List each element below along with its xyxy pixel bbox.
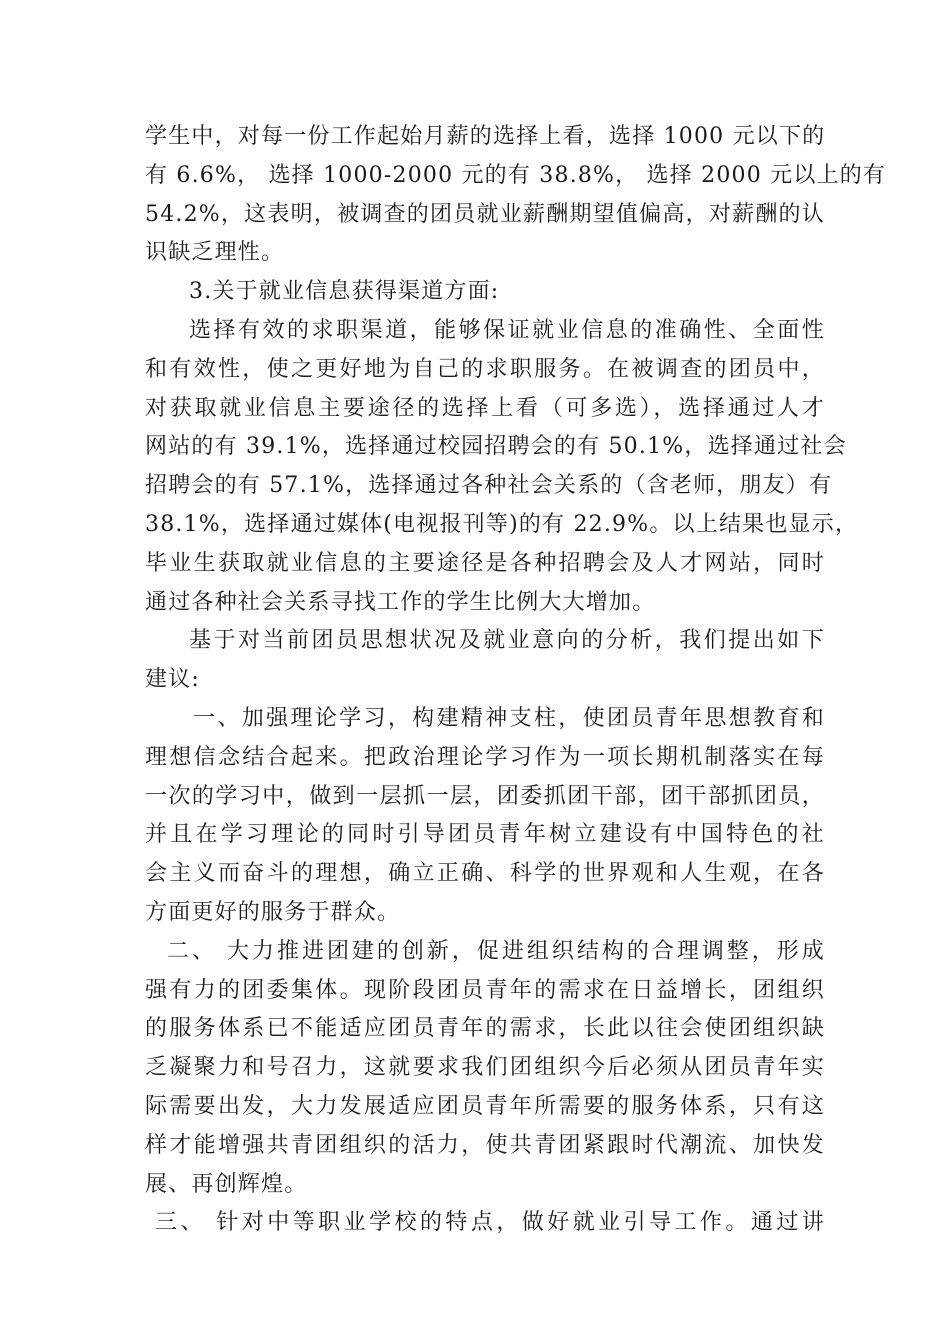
text-line: 招聘会的有 57.1%，选择通过各种社会关系的（含老师，朋友）有 [145,473,833,499]
text-line: 样才能增强共青团组织的活力，使共青团紧跟时代潮流、加快发 [145,1132,825,1158]
text-line: 的服务体系已不能适应团员青年的需求，长此以往会使团组织缺 [145,1016,825,1042]
text-line: 和有效性，使之更好地为自己的求职服务。在被调查的团员中， [145,356,825,382]
text-line: 三、 针对中等职业学校的特点，做好就业引导工作。通过讲 [155,1210,825,1236]
text-line: 对获取就业信息主要途径的选择上看（可多选），选择通过人才 [145,395,825,421]
text-line: 选择有效的求职渠道，能够保证就业信息的准确性、全面性 [189,317,825,343]
text-line: 乏凝聚力和号召力，这就要求我们团组织今后必须从团员青年实 [145,1055,825,1081]
text-line: 通过各种社会关系寻找工作的学生比例大大增加。 [145,589,656,615]
text-line: 理想信念结合起来。把政治理论学习作为一项长期机制落实在每 [145,744,825,770]
text-line: 识缺乏理性。 [145,240,285,266]
text-line: 一、加强理论学习，构建精神支柱，使团员青年思想教育和 [193,705,825,731]
text-line: 方面更好的服务于群众。 [145,899,401,925]
text-line: 际需要出发，大力发展适应团员青年所需要的服务体系，只有这 [145,1093,825,1119]
text-line: 网站的有 39.1%，选择通过校园招聘会的有 50.1%，选择通过社会 [145,434,847,460]
text-line: 建议: [145,667,201,693]
section-heading: 3.关于就业信息获得渠道方面: [189,279,500,305]
text-line: 会主义而奋斗的理想，确立正确、科学的世界观和人生观，在各 [145,861,825,887]
text-line: 展、再创辉煌。 [145,1171,308,1197]
text-line: 并且在学习理论的同时引导团员青年树立建设有中国特色的社 [145,822,825,848]
text-line: 一次的学习中，做到一层抓一层，团委抓团干部，团干部抓团员， [145,783,825,809]
document-body [145,118,887,1243]
text-line: 毕业生获取就业信息的主要途径是各种招聘会及人才网站，同时 [145,550,825,576]
text-line: 学生中，对每一份工作起始月薪的选择上看，选择 1000 元以下的 [145,124,826,149]
text-line: 54.2%，这表明，被调查的团员就业薪酬期望值偏高，对薪酬的认 [145,201,825,227]
text-line: 有 6.6%， 选择 1000-2000 元的有 38.8%， 选择 2000 元以上的有 [145,162,887,188]
text-line: 38.1%，选择通过媒体(电视报刊等)的有 22.9%。以上结果也显示， [145,511,859,537]
text-line: 基于对当前团员思想状况及就业意向的分析，我们提出如下 [189,628,825,654]
text-line: 二、 大力推进团建的创新，促进组织结构的合理调整，形成 [167,938,825,964]
text-line: 强有力的团委集体。现阶段团员青年的需求在日益增长，团组织 [145,977,825,1003]
